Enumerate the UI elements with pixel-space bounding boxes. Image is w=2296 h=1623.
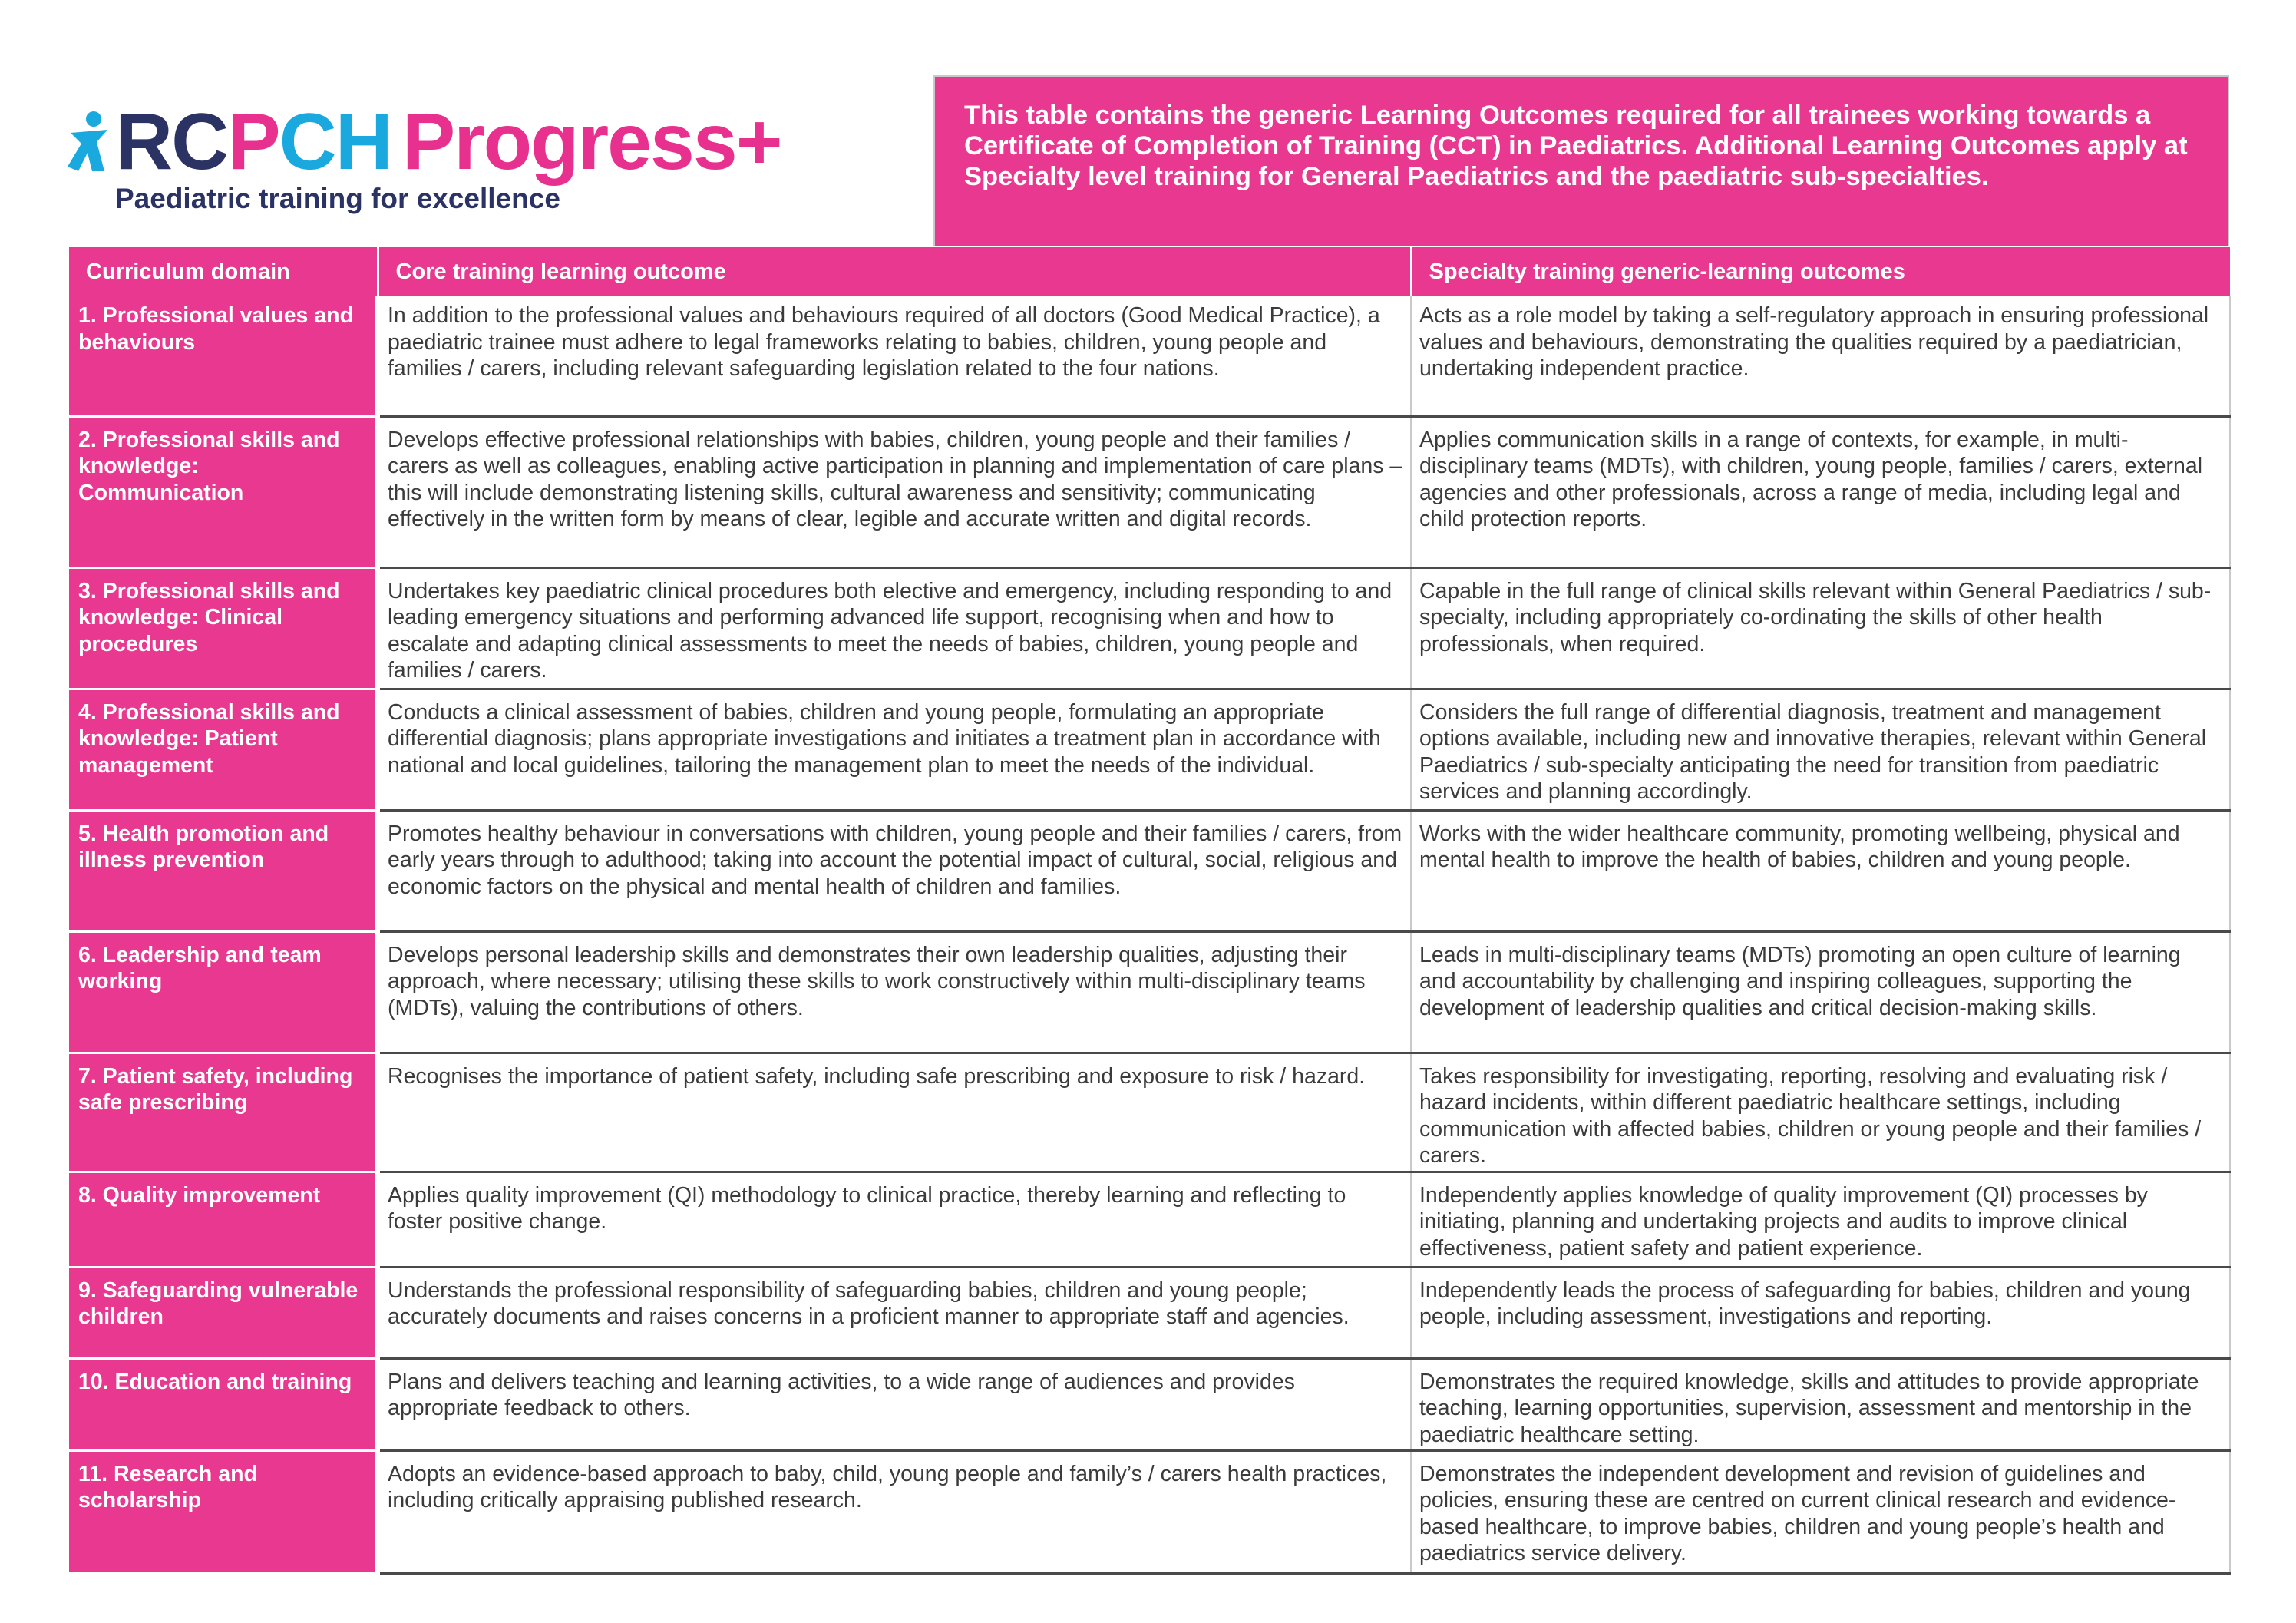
child-figure-icon	[68, 110, 112, 174]
table-header-row	[69, 247, 2230, 296]
table-row	[69, 567, 2230, 689]
specialty-outcome-cell: Demonstrates the independent development and revision of guidelines and policies, ensuring these are centred on current clinical research and evidence-based healthcare, to improve babies, children and young people’s health and paediatrics service delivery.	[1411, 1450, 2230, 1573]
core-outcome-cell: Plans and delivers teaching and learning activities, to a wide range of audiences and provides appropriate feedback to others.	[378, 1358, 1411, 1450]
domain-cell: 11. Research and scholarship	[69, 1450, 378, 1573]
domain-cell: 10. Education and training	[69, 1358, 378, 1450]
domain-cell: 3. Professional skills and knowledge: Clinical procedures	[69, 567, 378, 689]
table-row	[69, 689, 2230, 810]
core-outcome-cell: Undertakes key paediatric clinical procedures both elective and emergency, including responding to and leading emergency situations and performing advanced life support, recognising when and how to escalate and adapting clinical assessments to meet the needs of babies, children, young people and families / carers.	[378, 567, 1411, 689]
table-row	[69, 1358, 2230, 1450]
specialty-outcome-cell: Leads in multi-disciplinary teams (MDTs) promoting an open culture of learning and accountability by challenging and inspiring colleagues, supporting the development of leadership qualities and critical decision-making skills.	[1411, 931, 2230, 1053]
table-row	[69, 810, 2230, 931]
domain-cell: 2. Professional skills and knowledge: Communication	[69, 416, 378, 567]
logo-rcpch-text: RCPCH	[115, 98, 391, 187]
domain-cell: 6. Leadership and team working	[69, 931, 378, 1053]
table-row	[69, 1267, 2230, 1358]
domain-cell: 9. Safeguarding vulnerable children	[69, 1267, 378, 1358]
table-row	[69, 1172, 2230, 1267]
specialty-outcome-cell: Acts as a role model by taking a self-regulatory approach in ensuring professional values and behaviours, demonstrating the qualities required by a paediatrician, undertaking independent practice.	[1411, 296, 2230, 416]
core-outcome-cell: Understands the professional responsibility of safeguarding babies, children and young people; accurately documents and raises concerns in a proficient manner to appropriate staff and agencies.	[378, 1267, 1411, 1358]
core-outcome-cell: Adopts an evidence-based approach to baby, child, young people and family’s / carers health practices, including critically appraising published research.	[378, 1450, 1411, 1573]
table-row	[69, 1053, 2230, 1172]
table-row	[69, 296, 2230, 416]
specialty-outcome-cell: Independently applies knowledge of quality improvement (QI) processes by initiating, planning and undertaking projects and audits to improve clinical effectiveness, patient safety and patient experience.	[1411, 1172, 2230, 1267]
table-row	[69, 1450, 2230, 1573]
specialty-outcome-cell: Works with the wider healthcare community, promoting wellbeing, physical and mental health to improve the health of babies, children and young people.	[1411, 810, 2230, 931]
specialty-outcome-cell: Takes responsibility for investigating, reporting, resolving and evaluating risk / hazard incidents, within different paediatric healthcare settings, including communication with affected babies, children or young people and their families / carers.	[1411, 1053, 2230, 1172]
header-core-training: Core training learning outcome	[378, 247, 1411, 296]
learning-outcomes-table	[69, 247, 2231, 1575]
specialty-outcome-cell: Considers the full range of differential diagnosis, treatment and management options available, including new and innovative therapies, relevant within General Paediatrics / sub-specialty anticipating the need for transition from paediatric services and planning accordingly.	[1411, 689, 2230, 810]
table-row	[69, 416, 2230, 567]
logo-wordmark	[68, 98, 781, 187]
core-outcome-cell: Applies quality improvement (QI) methodology to clinical practice, thereby learning and reflecting to foster positive change.	[378, 1172, 1411, 1267]
domain-cell: 4. Professional skills and knowledge: Patient management	[69, 689, 378, 810]
domain-cell: 5. Health promotion and illness prevention	[69, 810, 378, 931]
core-outcome-cell: Conducts a clinical assessment of babies, children and young people, formulating an appropriate differential diagnosis; plans appropriate investigations and initiates a treatment plan in accordance with national and local guidelines, tailoring the management plan to meet the needs of the individual.	[378, 689, 1411, 810]
header-specialty-training: Specialty training generic-learning outcomes	[1411, 247, 2230, 296]
domain-cell: 7. Patient safety, including safe prescribing	[69, 1053, 378, 1172]
core-outcome-cell: In addition to the professional values and behaviours required of all doctors (Good Medical Practice), a paediatric trainee must adhere to legal frameworks relating to babies, children, young people and families / carers, including relevant safeguarding legislation related to the four nations.	[378, 296, 1411, 416]
domain-cell: 8. Quality improvement	[69, 1172, 378, 1267]
logo-progress-text: Progress+	[401, 98, 781, 187]
intro-callout: This table contains the generic Learning Outcomes required for all trainees working towards a Certificate of Completion of Training (CCT) in Paediatrics. Additional Learning Outcomes apply at Specialty level training for General Paediatrics and the paediatric sub-specialties.	[933, 75, 2229, 246]
core-outcome-cell: Promotes healthy behaviour in conversations with children, young people and their families / carers, from early years through to adulthood; taking into account the potential impact of cultural, social, religious and economic factors on the physical and mental health of children and families.	[378, 810, 1411, 931]
specialty-outcome-cell: Independently leads the process of safeguarding for babies, children and young people, including assessment, investigations and reporting.	[1411, 1267, 2230, 1358]
domain-cell: 1. Professional values and behaviours	[69, 296, 378, 416]
rcpch-progress-logo	[68, 100, 789, 223]
specialty-outcome-cell: Demonstrates the required knowledge, skills and attitudes to provide appropriate teaching, learning opportunities, supervision, assessment and mentorship in the paediatric healthcare setting.	[1411, 1358, 2230, 1450]
table-row	[69, 931, 2230, 1053]
header-curriculum-domain: Curriculum domain	[69, 247, 378, 296]
specialty-outcome-cell: Capable in the full range of clinical skills relevant within General Paediatrics / sub-specialty, including appropriately co-ordinating the skills of other health professionals, when required.	[1411, 567, 2230, 689]
specialty-outcome-cell: Applies communication skills in a range of contexts, for example, in multi-disciplinary teams (MDTs), with children, young people, families / carers, external agencies and other professionals, across a range of media, including legal and child protection reports.	[1411, 416, 2230, 567]
logo-tagline: Paediatric training for excellence	[115, 183, 560, 214]
core-outcome-cell: Recognises the importance of patient safety, including safe prescribing and exposure to risk / hazard.	[378, 1053, 1411, 1172]
core-outcome-cell: Develops effective professional relationships with babies, children, young people and their families / carers as well as colleagues, enabling active participation in planning and implementation of care plans – this will include demonstrating listening skills, cultural awareness and sensitivity; communicating effectively in the written form by means of clear, legible and accurate written and digital records.	[378, 416, 1411, 567]
core-outcome-cell: Develops personal leadership skills and demonstrates their own leadership qualities, adjusting their approach, where necessary; utilising these skills to work constructively within multi-disciplinary teams (MDTs), valuing the contributions of others.	[378, 931, 1411, 1053]
